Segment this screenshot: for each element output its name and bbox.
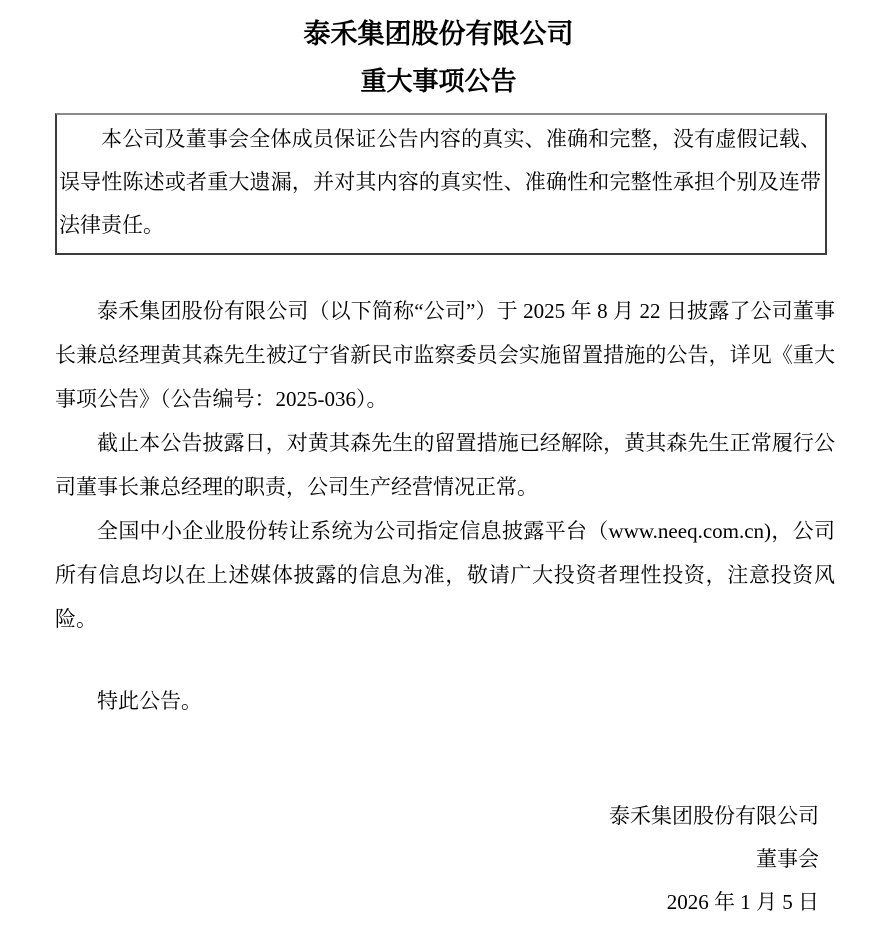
- signature-company: 泰禾集团股份有限公司: [609, 804, 819, 828]
- company-title: 泰禾集团股份有限公司: [303, 19, 574, 49]
- signature-date: 2026 年 1 月 5 日: [666, 890, 819, 914]
- signature-block: [0, 795, 877, 924]
- body-paragraph-status: 截止本公告披露日，对黄其森先生的留置措施已经解除，黄其森先生正常履行公司董事长兼总经理的职责，公司生产经营情况正常。: [55, 431, 835, 499]
- disclaimer-box: [55, 113, 827, 255]
- signature-signer: 董事会: [756, 847, 819, 871]
- closing-statement: 特此公告。: [97, 689, 202, 713]
- body-paragraph-platform: 全国中小企业股份转让系统为公司指定信息披露平台（www.neeq.com.cn)，公司所有信息均以在上述媒体披露的信息为准，敬请广大投资者理性投资，注意投资风险。: [55, 519, 835, 631]
- announcement-body: [55, 289, 835, 641]
- disclaimer-text: 本公司及董事会全体成员保证公告内容的真实、准确和完整，没有虚假记载、误导性陈述或者重大遗漏，并对其内容的真实性、准确性和完整性承担个别及连带法律责任。: [59, 127, 821, 237]
- body-paragraph-disclosure: 泰禾集团股份有限公司（以下简称“公司”）于 2025 年 8 月 22 日披露了公司董事长兼总经理黄其森先生被辽宁省新民市监察委员会实施留置措施的公告，详见《重大事项公告》（公告编号：2025-036）。: [55, 299, 835, 411]
- announcement-title: 重大事项公告: [360, 66, 517, 96]
